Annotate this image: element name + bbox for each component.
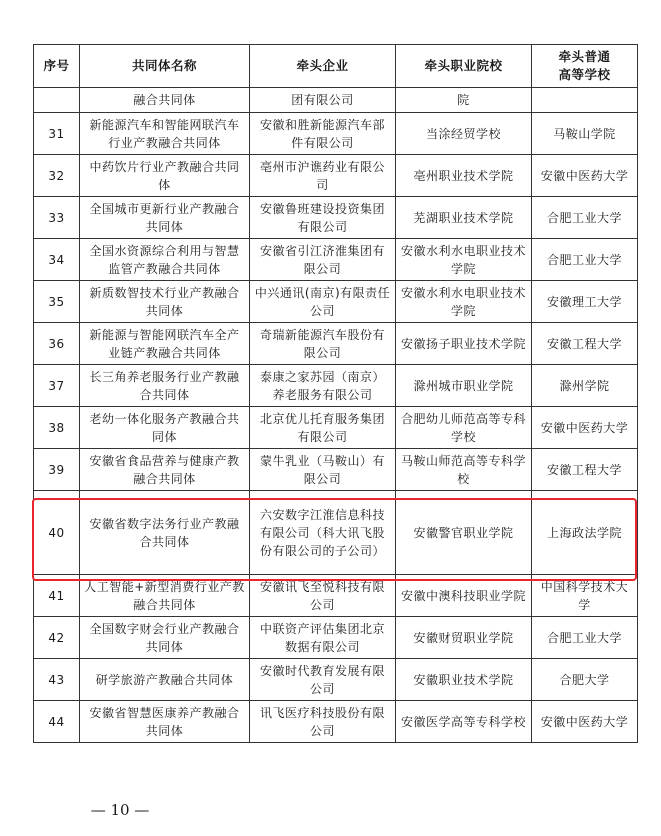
cell-company: 亳州市沪谯药业有限公司 <box>250 155 396 197</box>
header-seq: 序号 <box>34 45 80 88</box>
cell-company: 中兴通讯(南京)有限责任公司 <box>250 281 396 323</box>
cell-name: 新能源与智能网联汽车全产业链产教融合共同体 <box>80 323 250 365</box>
table-row <box>34 701 638 743</box>
cell-name: 中药饮片行业产教融合共同体 <box>80 155 250 197</box>
table-row <box>34 239 638 281</box>
cell-seq: 34 <box>34 239 80 281</box>
cell-vocational: 芜湖职业技术学院 <box>396 197 532 239</box>
table-row <box>34 281 638 323</box>
cell-seq: 31 <box>34 113 80 155</box>
header-lead-university-line2: 高等学校 <box>558 67 611 82</box>
header-name: 共同体名称 <box>80 45 250 88</box>
cell-company: 安徽省引江济淮集团有限公司 <box>250 239 396 281</box>
community-table <box>33 44 638 743</box>
table-row <box>34 197 638 239</box>
header-lead-company: 牵头企业 <box>250 45 396 88</box>
cell-seq: 33 <box>34 197 80 239</box>
table-row <box>34 617 638 659</box>
table-row <box>34 323 638 365</box>
cell-seq <box>34 88 80 113</box>
cell-seq: 32 <box>34 155 80 197</box>
page-number: — 10 — <box>90 801 150 819</box>
cell-company: 安徽时代教育发展有限公司 <box>250 659 396 701</box>
cell-name: 全国水资源综合利用与智慧监管产教融合共同体 <box>80 239 250 281</box>
cell-company: 安徽讯飞至悦科技有限公司 <box>250 575 396 617</box>
cell-company: 北京优儿托育服务集团有限公司 <box>250 407 396 449</box>
cell-seq: 41 <box>34 575 80 617</box>
cell-vocational: 安徽水利水电职业技术学院 <box>396 239 532 281</box>
cell-seq: 40 <box>34 491 80 575</box>
cell-university: 安徽中医药大学 <box>532 701 638 743</box>
cell-university <box>532 88 638 113</box>
cell-name: 新能源汽车和智能网联汽车行业产教融合共同体 <box>80 113 250 155</box>
cell-name: 安徽省数字法务行业产教融合共同体 <box>80 491 250 575</box>
cell-vocational: 安徽扬子职业技术学院 <box>396 323 532 365</box>
cell-name: 长三角养老服务行业产教融合共同体 <box>80 365 250 407</box>
cell-vocational: 安徽水利水电职业技术学院 <box>396 281 532 323</box>
cell-company: 奇瑞新能源汽车股份有限公司 <box>250 323 396 365</box>
cell-seq: 42 <box>34 617 80 659</box>
cell-seq: 38 <box>34 407 80 449</box>
cell-university: 合肥工业大学 <box>532 239 638 281</box>
cell-name: 全国城市更新行业产教融合共同体 <box>80 197 250 239</box>
cell-name: 安徽省智慧医康养产教融合共同体 <box>80 701 250 743</box>
cell-company: 蒙牛乳业（马鞍山）有限公司 <box>250 449 396 491</box>
table-row <box>34 407 638 449</box>
cell-university: 合肥工业大学 <box>532 617 638 659</box>
table-row <box>34 155 638 197</box>
table-row <box>34 575 638 617</box>
cell-university: 安徽理工大学 <box>532 281 638 323</box>
cell-vocational: 当涂经贸学校 <box>396 113 532 155</box>
cell-university: 上海政法学院 <box>532 491 638 575</box>
cell-name: 研学旅游产教融合共同体 <box>80 659 250 701</box>
cell-company: 讯飞医疗科技股份有限公司 <box>250 701 396 743</box>
cell-seq: 39 <box>34 449 80 491</box>
cell-vocational: 安徽医学高等专科学校 <box>396 701 532 743</box>
cell-vocational: 亳州职业技术学院 <box>396 155 532 197</box>
cell-vocational: 安徽中澳科技职业学院 <box>396 575 532 617</box>
cell-company: 中联资产评估集团北京数据有限公司 <box>250 617 396 659</box>
cell-name: 新质数智技术行业产教融合共同体 <box>80 281 250 323</box>
header-lead-university <box>532 45 638 88</box>
cell-university: 合肥大学 <box>532 659 638 701</box>
cell-seq: 37 <box>34 365 80 407</box>
cell-name: 安徽省食品营养与健康产教融合共同体 <box>80 449 250 491</box>
cell-company: 安徽鲁班建设投资集团有限公司 <box>250 197 396 239</box>
cell-vocational: 合肥幼儿师范高等专科学校 <box>396 407 532 449</box>
cell-university: 安徽工程大学 <box>532 323 638 365</box>
cell-name: 融合共同体 <box>80 88 250 113</box>
cell-university: 滁州学院 <box>532 365 638 407</box>
table-row <box>34 491 638 575</box>
table-header-row <box>34 45 638 88</box>
cell-university: 安徽中医药大学 <box>532 155 638 197</box>
cell-company: 安徽和胜新能源汽车部件有限公司 <box>250 113 396 155</box>
cell-name: 老幼一体化服务产教融合共同体 <box>80 407 250 449</box>
cell-company: 六安数字江淮信息科技有限公司（科大讯飞股份有限公司的子公司） <box>250 491 396 575</box>
table-row <box>34 449 638 491</box>
cell-name: 全国数字财会行业产教融合共同体 <box>80 617 250 659</box>
header-lead-university-line1: 牵头普通 <box>558 49 611 64</box>
cell-university: 中国科学技术大学 <box>532 575 638 617</box>
header-lead-vocational: 牵头职业院校 <box>396 45 532 88</box>
cell-university: 安徽工程大学 <box>532 449 638 491</box>
cell-vocational: 安徽财贸职业学院 <box>396 617 532 659</box>
cell-vocational: 滁州城市职业学院 <box>396 365 532 407</box>
cell-name: 人工智能+新型消费行业产教融合共同体 <box>80 575 250 617</box>
table-row-continuation <box>34 88 638 113</box>
cell-seq: 36 <box>34 323 80 365</box>
cell-university: 马鞍山学院 <box>532 113 638 155</box>
cell-vocational: 安徽职业技术学院 <box>396 659 532 701</box>
cell-vocational: 马鞍山师范高等专科学校 <box>396 449 532 491</box>
cell-company: 团有限公司 <box>250 88 396 113</box>
cell-university: 安徽中医药大学 <box>532 407 638 449</box>
cell-university: 合肥工业大学 <box>532 197 638 239</box>
table-row <box>34 365 638 407</box>
table-row <box>34 113 638 155</box>
cell-company: 泰康之家苏园（南京）养老服务有限公司 <box>250 365 396 407</box>
cell-seq: 43 <box>34 659 80 701</box>
cell-vocational: 院 <box>396 88 532 113</box>
cell-seq: 35 <box>34 281 80 323</box>
cell-vocational: 安徽警官职业学院 <box>396 491 532 575</box>
cell-seq: 44 <box>34 701 80 743</box>
table-row <box>34 659 638 701</box>
